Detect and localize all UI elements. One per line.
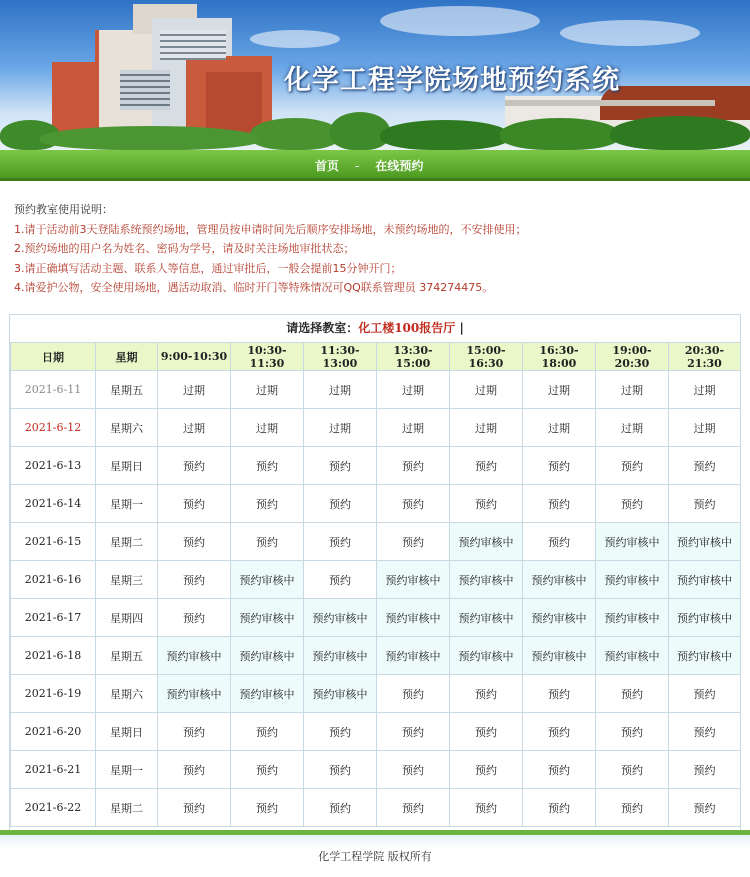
- slot-expired-cell: 过期: [450, 371, 523, 409]
- slot-book-cell[interactable]: 预约: [450, 713, 523, 751]
- column-header-weekday: 星期: [96, 343, 158, 371]
- table-row: [11, 561, 741, 599]
- slot-book-cell[interactable]: 预约: [158, 789, 231, 827]
- slot-book-cell[interactable]: 预约: [304, 447, 377, 485]
- slot-book-cell[interactable]: 预约: [450, 789, 523, 827]
- nav-home-link[interactable]: 首页: [315, 159, 340, 173]
- weekday-cell: 星期四: [96, 599, 158, 637]
- slot-expired-cell: 过期: [377, 371, 450, 409]
- slot-pending-cell: 预约审核中: [377, 561, 450, 599]
- column-header-date: 日期: [11, 343, 96, 371]
- slot-book-cell[interactable]: 预约: [523, 751, 596, 789]
- column-header-timeslot: 16:30-18:00: [523, 343, 596, 371]
- weekday-cell: 星期五: [96, 371, 158, 409]
- date-cell: 2021-6-17: [11, 599, 96, 637]
- slot-pending-cell: 预约审核中: [669, 599, 741, 637]
- date-cell: 2021-6-12: [11, 409, 96, 447]
- slot-book-cell[interactable]: 预约: [304, 485, 377, 523]
- footer-fade: [0, 835, 750, 849]
- slot-book-cell[interactable]: 预约: [596, 675, 669, 713]
- date-cell: 2021-6-18: [11, 637, 96, 675]
- schedule-table: [10, 342, 741, 827]
- slot-book-cell[interactable]: 预约: [377, 789, 450, 827]
- slot-book-cell[interactable]: 预约: [450, 485, 523, 523]
- room-prompt: 请选择教室：: [286, 321, 359, 335]
- date-cell: 2021-6-13: [11, 447, 96, 485]
- slot-book-cell[interactable]: 预约: [523, 713, 596, 751]
- slot-book-cell[interactable]: 预约: [596, 789, 669, 827]
- site-title: 化学工程学院场地预约系统: [284, 65, 620, 96]
- slot-book-cell[interactable]: 预约: [669, 675, 741, 713]
- column-header-timeslot: 13:30-15:00: [377, 343, 450, 371]
- column-header-timeslot: 15:00-16:30: [450, 343, 523, 371]
- slot-book-cell[interactable]: 预约: [596, 447, 669, 485]
- room-selector: [10, 315, 740, 342]
- table-row: [11, 523, 741, 561]
- weekday-cell: 星期二: [96, 523, 158, 561]
- slot-pending-cell: 预约审核中: [523, 637, 596, 675]
- slot-pending-cell: 预约审核中: [669, 561, 741, 599]
- instruction-item: 4.请爱护公物，安全使用场地，遇活动取消、临时开门等特殊情况可QQ联系管理员 374274475。: [14, 281, 494, 294]
- slot-expired-cell: 过期: [596, 409, 669, 447]
- table-row: [11, 409, 741, 447]
- slot-book-cell[interactable]: 预约: [523, 675, 596, 713]
- slot-book-cell[interactable]: 预约: [158, 485, 231, 523]
- slot-expired-cell: 过期: [377, 409, 450, 447]
- slot-expired-cell: 过期: [596, 371, 669, 409]
- slot-book-cell[interactable]: 预约: [669, 789, 741, 827]
- column-header-timeslot: 11:30-13:00: [304, 343, 377, 371]
- slot-book-cell[interactable]: 预约: [450, 675, 523, 713]
- slot-pending-cell: 预约审核中: [596, 523, 669, 561]
- instruction-item: 3.请正确填写活动主题、联系人等信息，通过审批后，一般会提前15分钟开门；: [14, 261, 402, 275]
- slot-pending-cell: 预约审核中: [304, 599, 377, 637]
- slot-book-cell[interactable]: 预约: [158, 751, 231, 789]
- slot-book-cell[interactable]: 预约: [523, 789, 596, 827]
- date-cell: 2021-6-16: [11, 561, 96, 599]
- table-row: [11, 485, 741, 523]
- slot-book-cell[interactable]: 预约: [523, 485, 596, 523]
- instruction-item: 2.预约场地的用户名为姓名、密码为学号，请及时关注场地审批状态；: [14, 242, 355, 255]
- weekday-cell: 星期日: [96, 713, 158, 751]
- column-header-timeslot: 9:00-10:30: [158, 343, 231, 371]
- slot-pending-cell: 预约审核中: [231, 675, 304, 713]
- date-cell: 2021-6-19: [11, 675, 96, 713]
- instructions-heading: 预约教室使用说明：: [14, 203, 113, 216]
- slot-book-cell[interactable]: 预约: [377, 713, 450, 751]
- slot-pending-cell: 预约审核中: [523, 599, 596, 637]
- slot-pending-cell: 预约审核中: [669, 637, 741, 675]
- table-row: [11, 789, 741, 827]
- slot-book-cell[interactable]: 预约: [304, 523, 377, 561]
- weekday-cell: 星期三: [96, 561, 158, 599]
- nav-online-booking-link[interactable]: 在线预约: [375, 159, 424, 173]
- table-row: [11, 713, 741, 751]
- slot-expired-cell: 过期: [669, 371, 741, 409]
- slot-expired-cell: 过期: [158, 371, 231, 409]
- slot-pending-cell: 预约审核中: [523, 561, 596, 599]
- slot-expired-cell: 过期: [304, 371, 377, 409]
- slot-expired-cell: 过期: [450, 409, 523, 447]
- date-cell: 2021-6-21: [11, 751, 96, 789]
- slot-book-cell[interactable]: 预约: [231, 485, 304, 523]
- slot-pending-cell: 预约审核中: [158, 637, 231, 675]
- slot-book-cell[interactable]: 预约: [158, 523, 231, 561]
- date-cell: 2021-6-22: [11, 789, 96, 827]
- slot-book-cell[interactable]: 预约: [304, 789, 377, 827]
- room-link[interactable]: 化工楼100报告厅: [358, 321, 456, 335]
- table-row: [11, 371, 741, 409]
- slot-expired-cell: 过期: [523, 371, 596, 409]
- slot-book-cell[interactable]: 预约: [596, 485, 669, 523]
- room-separator: |: [455, 321, 464, 335]
- slot-book-cell[interactable]: 预约: [377, 447, 450, 485]
- slot-book-cell[interactable]: 预约: [304, 751, 377, 789]
- slot-book-cell[interactable]: 预约: [596, 751, 669, 789]
- slot-book-cell[interactable]: 预约: [304, 561, 377, 599]
- slot-book-cell[interactable]: 预约: [669, 713, 741, 751]
- slot-book-cell[interactable]: 预约: [523, 447, 596, 485]
- slot-pending-cell: 预约审核中: [377, 599, 450, 637]
- weekday-cell: 星期二: [96, 789, 158, 827]
- slot-pending-cell: 预约审核中: [669, 523, 741, 561]
- slot-pending-cell: 预约审核中: [231, 599, 304, 637]
- slot-book-cell[interactable]: 预约: [231, 789, 304, 827]
- weekday-cell: 星期六: [96, 675, 158, 713]
- slot-book-cell[interactable]: 预约: [669, 485, 741, 523]
- slot-book-cell[interactable]: 预约: [231, 523, 304, 561]
- schedule-panel: [9, 314, 741, 832]
- table-row: [11, 447, 741, 485]
- column-header-timeslot: 19:00-20:30: [596, 343, 669, 371]
- slot-book-cell[interactable]: 预约: [231, 713, 304, 751]
- weekday-cell: 星期六: [96, 409, 158, 447]
- slot-book-cell[interactable]: 预约: [377, 485, 450, 523]
- slot-book-cell[interactable]: 预约: [377, 751, 450, 789]
- slot-pending-cell: 预约审核中: [596, 599, 669, 637]
- slot-book-cell[interactable]: 预约: [377, 523, 450, 561]
- weekday-cell: 星期一: [96, 751, 158, 789]
- slot-pending-cell: 预约审核中: [158, 675, 231, 713]
- slot-pending-cell: 预约审核中: [596, 561, 669, 599]
- slot-pending-cell: 预约审核中: [450, 599, 523, 637]
- slot-book-cell[interactable]: 预约: [523, 523, 596, 561]
- footer-copyright: 化学工程学院 版权所有: [318, 850, 432, 863]
- slot-pending-cell: 预约审核中: [596, 637, 669, 675]
- slot-pending-cell: 预约审核中: [231, 561, 304, 599]
- slot-pending-cell: 预约审核中: [450, 637, 523, 675]
- date-cell: 2021-6-14: [11, 485, 96, 523]
- slot-expired-cell: 过期: [231, 371, 304, 409]
- table-row: [11, 751, 741, 789]
- slot-expired-cell: 过期: [304, 409, 377, 447]
- slot-book-cell[interactable]: 预约: [158, 447, 231, 485]
- slot-expired-cell: 过期: [523, 409, 596, 447]
- slot-book-cell[interactable]: 预约: [377, 675, 450, 713]
- weekday-cell: 星期五: [96, 637, 158, 675]
- instruction-item: 1.请于活动前3天登陆系统预约场地，管理员按申请时间先后顺序安排场地，未预约场地的，不安排使用；: [14, 222, 527, 236]
- column-header-timeslot: 10:30-11:30: [231, 343, 304, 371]
- nav-separator: -: [355, 159, 360, 173]
- slot-book-cell[interactable]: 预约: [158, 561, 231, 599]
- table-header-row: [11, 343, 741, 371]
- weekday-cell: 星期一: [96, 485, 158, 523]
- date-cell: 2021-6-20: [11, 713, 96, 751]
- slot-pending-cell: 预约审核中: [450, 523, 523, 561]
- slot-pending-cell: 预约审核中: [377, 637, 450, 675]
- slot-book-cell[interactable]: 预约: [450, 447, 523, 485]
- table-row: [11, 599, 741, 637]
- column-header-timeslot: 20:30-21:30: [669, 343, 741, 371]
- slot-book-cell[interactable]: 预约: [158, 713, 231, 751]
- weekday-cell: 星期日: [96, 447, 158, 485]
- date-cell: 2021-6-15: [11, 523, 96, 561]
- slot-book-cell[interactable]: 预约: [304, 713, 377, 751]
- slot-book-cell[interactable]: 预约: [231, 447, 304, 485]
- slot-book-cell[interactable]: 预约: [669, 447, 741, 485]
- slot-pending-cell: 预约审核中: [231, 637, 304, 675]
- table-row: [11, 637, 741, 675]
- slot-book-cell[interactable]: 预约: [158, 599, 231, 637]
- slot-book-cell[interactable]: 预约: [669, 751, 741, 789]
- slot-expired-cell: 过期: [158, 409, 231, 447]
- slot-pending-cell: 预约审核中: [304, 637, 377, 675]
- slot-book-cell[interactable]: 预约: [231, 751, 304, 789]
- slot-pending-cell: 预约审核中: [450, 561, 523, 599]
- date-cell: 2021-6-11: [11, 371, 96, 409]
- main-nav: [0, 150, 750, 181]
- slot-expired-cell: 过期: [669, 409, 741, 447]
- site-banner: [0, 0, 750, 150]
- slot-expired-cell: 过期: [231, 409, 304, 447]
- table-row: [11, 675, 741, 713]
- slot-pending-cell: 预约审核中: [304, 675, 377, 713]
- usage-instructions: [14, 200, 734, 298]
- slot-book-cell[interactable]: 预约: [596, 713, 669, 751]
- slot-book-cell[interactable]: 预约: [450, 751, 523, 789]
